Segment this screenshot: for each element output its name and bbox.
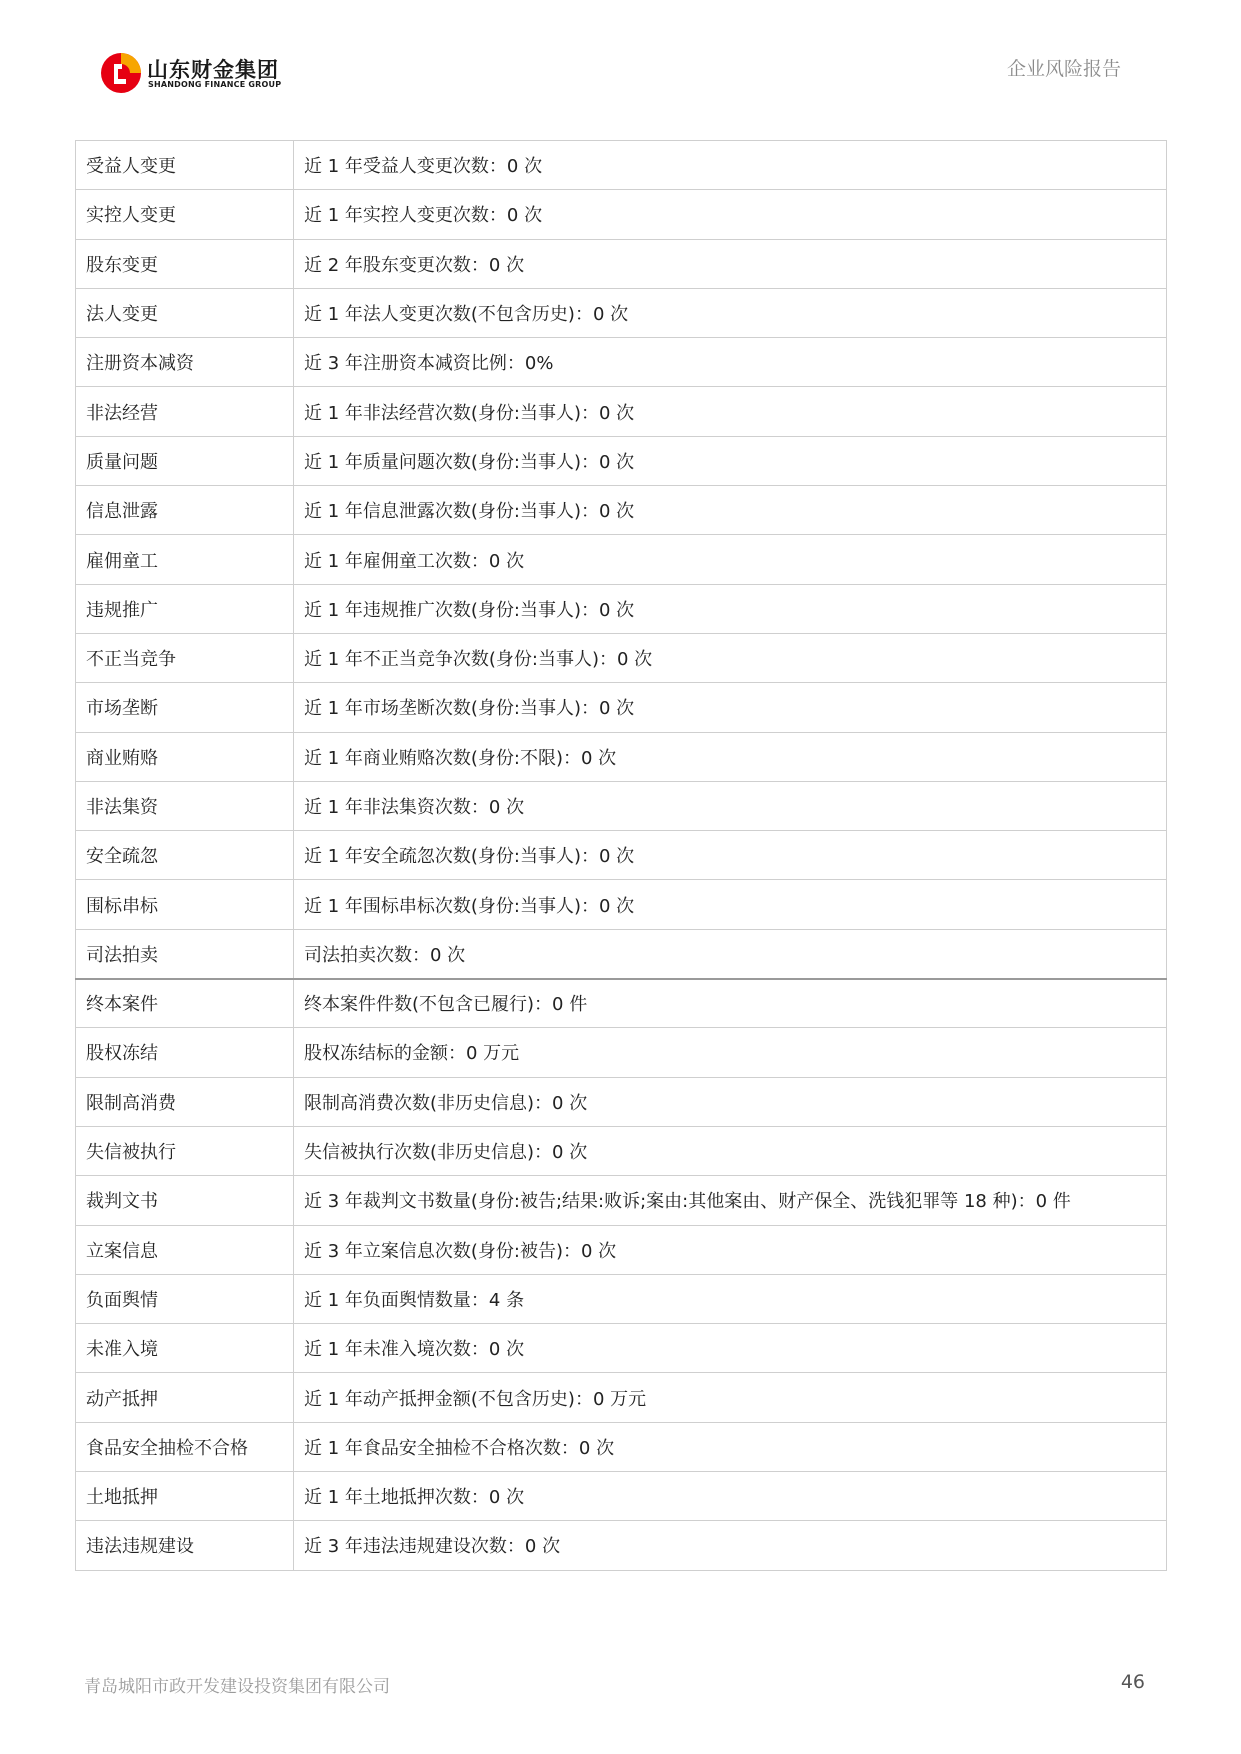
risk-item-name: 股东变更 bbox=[76, 239, 294, 288]
table-row bbox=[76, 1472, 1167, 1521]
table-row bbox=[76, 1225, 1167, 1274]
risk-item-detail: 限制高消费次数(非历史信息)：0 次 bbox=[294, 1077, 1167, 1126]
risk-item-name: 非法经营 bbox=[76, 387, 294, 436]
risk-item-name: 未准入境 bbox=[76, 1324, 294, 1373]
risk-item-name: 围标串标 bbox=[76, 880, 294, 929]
risk-item-name: 违法违规建设 bbox=[76, 1521, 294, 1570]
risk-item-name: 食品安全抽检不合格 bbox=[76, 1422, 294, 1471]
table-row bbox=[76, 633, 1167, 682]
table-row bbox=[76, 288, 1167, 337]
table-row bbox=[76, 1028, 1167, 1077]
table-row bbox=[76, 1373, 1167, 1422]
risk-item-detail: 近 1 年土地抵押次数：0 次 bbox=[294, 1472, 1167, 1521]
table-row bbox=[76, 1422, 1167, 1471]
table-row bbox=[76, 239, 1167, 288]
logo-en-text: SHANDONG FINANCE GROUP bbox=[148, 80, 282, 89]
risk-item-name: 立案信息 bbox=[76, 1225, 294, 1274]
risk-item-detail: 近 1 年非法集资次数：0 次 bbox=[294, 781, 1167, 830]
risk-item-name: 受益人变更 bbox=[76, 141, 294, 190]
risk-item-detail: 近 1 年食品安全抽检不合格次数：0 次 bbox=[294, 1422, 1167, 1471]
risk-item-name: 负面舆情 bbox=[76, 1274, 294, 1323]
risk-item-detail: 近 1 年法人变更次数(不包含历史)：0 次 bbox=[294, 288, 1167, 337]
risk-item-detail: 近 1 年未准入境次数：0 次 bbox=[294, 1324, 1167, 1373]
table-row bbox=[76, 338, 1167, 387]
risk-item-name: 动产抵押 bbox=[76, 1373, 294, 1422]
risk-item-detail: 近 3 年立案信息次数(身份:被告)：0 次 bbox=[294, 1225, 1167, 1274]
table-row bbox=[76, 929, 1167, 978]
risk-item-detail: 近 1 年非法经营次数(身份:当事人)：0 次 bbox=[294, 387, 1167, 436]
risk-item-detail: 近 1 年商业贿赂次数(身份:不限)：0 次 bbox=[294, 732, 1167, 781]
risk-item-name: 商业贿赂 bbox=[76, 732, 294, 781]
risk-item-name: 不正当竞争 bbox=[76, 633, 294, 682]
risk-item-detail: 股权冻结标的金额：0 万元 bbox=[294, 1028, 1167, 1077]
page-header bbox=[0, 0, 1241, 120]
risk-item-detail: 近 1 年实控人变更次数：0 次 bbox=[294, 190, 1167, 239]
page-number: 46 bbox=[1120, 1671, 1145, 1693]
table-row bbox=[76, 1274, 1167, 1323]
risk-item-name: 信息泄露 bbox=[76, 486, 294, 535]
risk-item-detail: 司法拍卖次数：0 次 bbox=[294, 929, 1167, 978]
risk-item-name: 土地抵押 bbox=[76, 1472, 294, 1521]
risk-item-detail: 近 1 年质量问题次数(身份:当事人)：0 次 bbox=[294, 436, 1167, 485]
table-row bbox=[76, 1077, 1167, 1126]
risk-item-detail: 近 1 年违规推广次数(身份:当事人)：0 次 bbox=[294, 584, 1167, 633]
risk-item-detail: 近 1 年受益人变更次数：0 次 bbox=[294, 141, 1167, 190]
table-row bbox=[76, 584, 1167, 633]
risk-item-detail: 近 1 年信息泄露次数(身份:当事人)：0 次 bbox=[294, 486, 1167, 535]
table-row bbox=[76, 880, 1167, 929]
risk-table bbox=[75, 140, 1167, 1571]
table-row bbox=[76, 535, 1167, 584]
risk-item-detail: 近 1 年市场垄断次数(身份:当事人)：0 次 bbox=[294, 683, 1167, 732]
risk-item-name: 司法拍卖 bbox=[76, 929, 294, 978]
risk-item-name: 终本案件 bbox=[76, 979, 294, 1028]
table-row bbox=[76, 1521, 1167, 1570]
risk-item-detail: 终本案件件数(不包含已履行)：0 件 bbox=[294, 979, 1167, 1028]
table-row bbox=[76, 979, 1167, 1028]
table-row bbox=[76, 486, 1167, 535]
table-row bbox=[76, 436, 1167, 485]
risk-item-detail: 近 3 年注册资本减资比例：0% bbox=[294, 338, 1167, 387]
table-row bbox=[76, 1324, 1167, 1373]
risk-item-detail: 失信被执行次数(非历史信息)：0 次 bbox=[294, 1126, 1167, 1175]
risk-table-body bbox=[76, 141, 1167, 1571]
risk-item-name: 法人变更 bbox=[76, 288, 294, 337]
risk-item-detail: 近 3 年裁判文书数量(身份:被告;结果:败诉;案由:其他案由、财产保全、洗钱犯罪等 18 种)：0 件 bbox=[294, 1176, 1167, 1225]
table-row bbox=[76, 190, 1167, 239]
risk-item-name: 市场垄断 bbox=[76, 683, 294, 732]
risk-item-name: 裁判文书 bbox=[76, 1176, 294, 1225]
table-row bbox=[76, 141, 1167, 190]
risk-item-name: 限制高消费 bbox=[76, 1077, 294, 1126]
risk-item-name: 质量问题 bbox=[76, 436, 294, 485]
risk-item-name: 股权冻结 bbox=[76, 1028, 294, 1077]
table-row bbox=[76, 683, 1167, 732]
risk-item-detail: 近 1 年动产抵押金额(不包含历史)：0 万元 bbox=[294, 1373, 1167, 1422]
risk-item-name: 注册资本减资 bbox=[76, 338, 294, 387]
table-row bbox=[76, 387, 1167, 436]
risk-item-name: 实控人变更 bbox=[76, 190, 294, 239]
risk-item-name: 违规推广 bbox=[76, 584, 294, 633]
table-row bbox=[76, 1126, 1167, 1175]
risk-item-detail: 近 1 年不正当竞争次数(身份:当事人)：0 次 bbox=[294, 633, 1167, 682]
table-row bbox=[76, 831, 1167, 880]
logo-cn-text: 山东财金集团 bbox=[147, 58, 279, 82]
report-type-title: 企业风险报告 bbox=[1006, 58, 1121, 80]
company-logo bbox=[100, 50, 300, 98]
risk-item-name: 失信被执行 bbox=[76, 1126, 294, 1175]
logo-mark-icon bbox=[100, 52, 142, 94]
table-row bbox=[76, 1176, 1167, 1225]
risk-item-detail: 近 1 年雇佣童工次数：0 次 bbox=[294, 535, 1167, 584]
footer-company-name: 青岛城阳市政开发建设投资集团有限公司 bbox=[84, 1677, 390, 1697]
risk-item-detail: 近 1 年负面舆情数量：4 条 bbox=[294, 1274, 1167, 1323]
risk-item-detail: 近 3 年违法违规建设次数：0 次 bbox=[294, 1521, 1167, 1570]
risk-item-name: 安全疏忽 bbox=[76, 831, 294, 880]
risk-item-detail: 近 2 年股东变更次数：0 次 bbox=[294, 239, 1167, 288]
risk-item-detail: 近 1 年围标串标次数(身份:当事人)：0 次 bbox=[294, 880, 1167, 929]
risk-item-detail: 近 1 年安全疏忽次数(身份:当事人)：0 次 bbox=[294, 831, 1167, 880]
risk-item-name: 非法集资 bbox=[76, 781, 294, 830]
risk-item-name: 雇佣童工 bbox=[76, 535, 294, 584]
risk-table-container bbox=[75, 140, 1166, 1571]
table-row bbox=[76, 732, 1167, 781]
table-row bbox=[76, 781, 1167, 830]
